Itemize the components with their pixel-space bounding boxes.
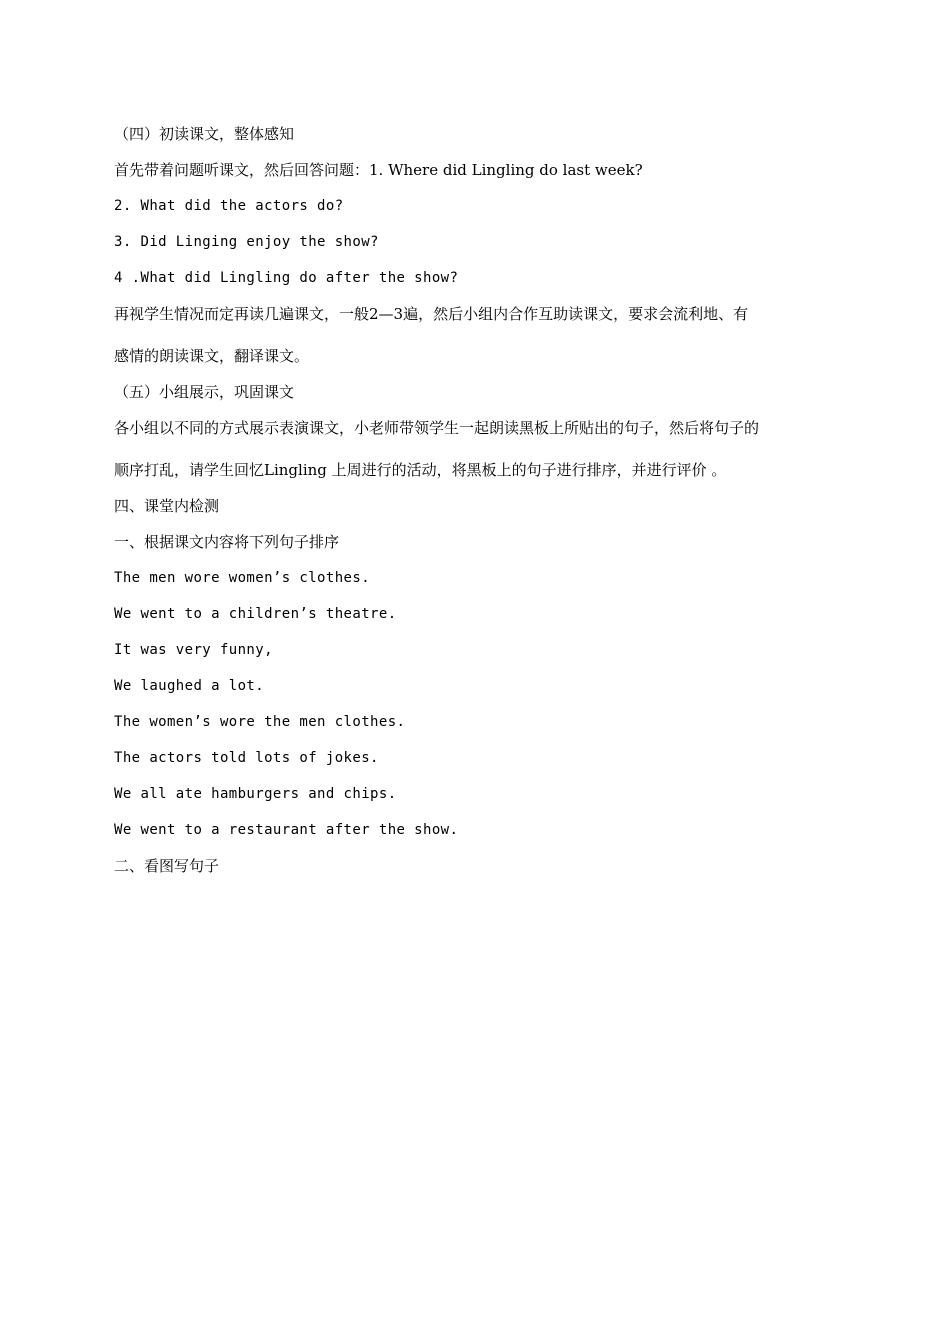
sentence-item: The men wore women’s clothes. [114,570,371,586]
section-four-subheading: （四）初读课文，整体感知 [114,125,295,143]
classroom-test-heading: 四、课堂内检测 [114,497,220,515]
document-body [114,124,844,892]
sentence-item: We went to a restaurant after the show. [114,822,459,838]
question-4: 4 .What did Lingling do after the show? [114,270,459,286]
section-five-subheading: （五）小组展示，巩固课文 [114,383,295,401]
groups-paragraph [114,418,844,480]
sentence-item: We laughed a lot. [114,678,265,694]
reread-line-1: 再视学生情况而定再读几遍课文，一般2—3遍，然后小组内合作互助读课文，要求会流利地、有 [114,305,749,323]
sentence-item: The actors told lots of jokes. [114,750,379,766]
groups-line-2: 顺序打乱，请学生回忆Lingling 上周进行的活动，将黑板上的句子进行排序，并进行评价 。 [114,461,727,479]
reread-line-2: 感情的朗读课文，翻译课文。 [114,347,310,365]
groups-line-1: 各小组以不同的方式展示表演课文，小老师带领学生一起朗读黑板上所贴出的句子，然后将句子的 [114,419,760,437]
sentence-item: We went to a children’s theatre. [114,606,397,622]
reread-paragraph [114,304,844,366]
question-2: 2. What did the actors do? [114,198,344,214]
question-3: 3. Did Linging enjoy the show? [114,234,379,250]
listen-intro-question-1: 首先带着问题听课文，然后回答问题：1. Where did Lingling do last week? [114,161,643,179]
exercise-one-heading: 一、根据课文内容将下列句子排序 [114,533,340,551]
sentence-item: The women’s wore the men clothes. [114,714,406,730]
sentence-item: We all ate hamburgers and chips. [114,786,397,802]
exercise-two-heading: 二、看图写句子 [114,857,220,875]
sentence-item: It was very funny, [114,642,273,658]
